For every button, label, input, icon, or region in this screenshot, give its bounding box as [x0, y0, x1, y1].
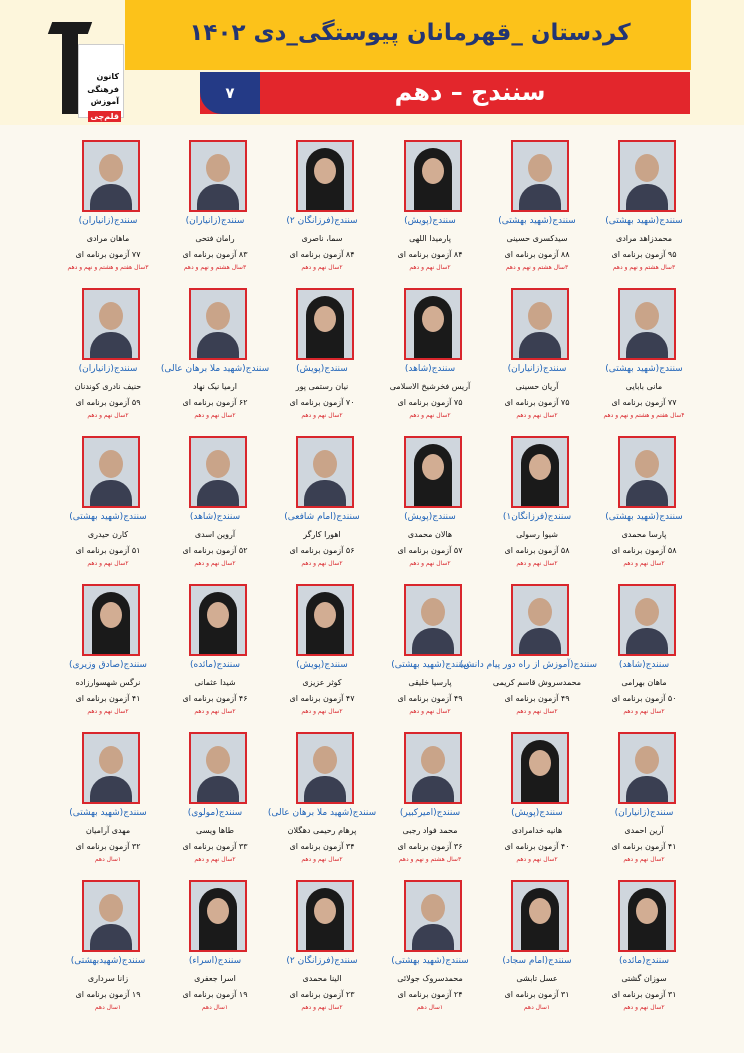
student-score: ۶۲ آزمون برنامه ای — [182, 398, 248, 407]
student-score: ۳۴ آزمون برنامه ای — [289, 842, 355, 851]
student-score: ۵۲ آزمون برنامه ای — [182, 546, 248, 555]
student-grade: ۲سال نهم و دهم — [409, 264, 451, 271]
student-photo — [511, 584, 569, 656]
student-school: سنندج(فرزانگان ۲) — [286, 956, 358, 966]
student-score: ۸۸ آزمون برنامه ای — [504, 250, 570, 259]
student-photo — [511, 140, 569, 212]
student-school: سنندج(شهید بهشتی) — [498, 216, 576, 226]
student-school: سنندج(امام شافعی) — [284, 512, 360, 522]
student-school: سنندج(شهید بهشتی) — [391, 660, 469, 670]
student-grade: ۲سال نهم و دهم — [87, 412, 129, 419]
student-school: سنندج(پویش) — [511, 808, 563, 818]
student-school: سنندج(مائده) — [189, 660, 241, 670]
student-grade: ۳سال هفتم و هشتم و نهم و دهم — [67, 264, 149, 271]
student-grade: ۲سال نهم و دهم — [301, 560, 343, 567]
student-grade: ۲سال نهم و دهم — [516, 560, 558, 567]
student-school: سنندج(شاهد) — [189, 512, 241, 522]
student-score: ۹۵ آزمون برنامه ای — [611, 250, 677, 259]
student-school: سنندج(زانیاران) — [78, 364, 138, 374]
student-photo — [511, 732, 569, 804]
student-name: سیدکسری حسینی — [506, 234, 568, 243]
student-name: آرین احمدی — [624, 826, 664, 835]
student-grade: ۱سال دهم — [94, 856, 122, 863]
student-grade: ۲سال نهم و دهم — [409, 708, 451, 715]
student-name: مانی بابایی — [625, 382, 663, 391]
student-school: سنندج(اسراء) — [188, 956, 242, 966]
student-name: نیان رستمی پور — [295, 382, 349, 391]
student-school: سنندج(شاهد) — [404, 364, 456, 374]
student-name: نرگس شهسوارزاده — [75, 678, 141, 687]
student-name: محمدزاهد مرادی — [615, 234, 673, 243]
student-grade: ۳سال هشتم و نهم و دهم — [505, 264, 569, 271]
student-photo — [296, 584, 354, 656]
student-photo — [404, 732, 462, 804]
student-name: هانیه خدامرادی — [511, 826, 563, 835]
student-name: الینا محمدی — [302, 974, 342, 983]
student-grade: ۲سال نهم و دهم — [409, 412, 451, 419]
student-name: محمد فواد رجبی — [402, 826, 458, 835]
student-photo — [404, 288, 462, 360]
student-name: هالان محمدی — [407, 530, 453, 539]
student-photo — [82, 436, 140, 508]
student-photo — [296, 880, 354, 952]
student-grade: ۳سال هشتم و نهم و دهم — [183, 264, 247, 271]
page-number: ۷ — [200, 72, 260, 114]
student-name: ماهان بهرامی — [621, 678, 667, 687]
student-grade: ۲سال نهم و دهم — [301, 264, 343, 271]
student-photo — [82, 880, 140, 952]
student-photo — [618, 288, 676, 360]
student-school: سنندج(صادق وزیری) — [69, 660, 147, 670]
student-score: ۷۰ آزمون برنامه ای — [289, 398, 355, 407]
student-photo — [189, 880, 247, 952]
student-grade: ۴سال هفتم و هشتم و نهم و دهم — [603, 412, 685, 419]
student-name: سوزان گشتی — [621, 974, 667, 983]
student-grade: ۲سال نهم و دهم — [301, 708, 343, 715]
student-score: ۸۳ آزمون برنامه ای — [182, 250, 248, 259]
student-name: آریان حسینی — [515, 382, 559, 391]
student-school: سنندج(شاهد) — [618, 660, 670, 670]
student-photo — [296, 288, 354, 360]
student-grade: ۲سال نهم و دهم — [409, 560, 451, 567]
student-photo — [189, 288, 247, 360]
student-grade: ۲سال نهم و دهم — [623, 708, 665, 715]
student-school: سنندج(امیرکبیر) — [399, 808, 461, 818]
student-grade: ۲سال نهم و دهم — [194, 412, 236, 419]
student-school: سنندج(پویش) — [296, 364, 348, 374]
student-photo — [511, 288, 569, 360]
logo-text-line2: فرهنگی — [87, 85, 119, 94]
student-school: سنندج(شهید بهشتی) — [605, 364, 683, 374]
logo-text-line3: آموزش — [90, 97, 119, 106]
student-grade: ۱سال دهم — [94, 1004, 122, 1011]
student-score: ۳۱ آزمون برنامه ای — [611, 990, 677, 999]
student-photo — [618, 584, 676, 656]
student-name: پارسا محمدی — [621, 530, 667, 539]
student-score: ۵۰ آزمون برنامه ای — [611, 694, 677, 703]
student-school: سنندج(مائده) — [618, 956, 670, 966]
student-name: مهدی آرامیان — [85, 826, 131, 835]
student-photo — [189, 584, 247, 656]
student-score: ۴۹ آزمون برنامه ای — [504, 694, 570, 703]
graduation-cap-icon — [48, 22, 92, 34]
student-photo — [296, 140, 354, 212]
student-grade: ۱سال دهم — [523, 1004, 551, 1011]
student-grade: ۲سال نهم و دهم — [516, 708, 558, 715]
student-school: سنندج(زانیاران) — [185, 216, 245, 226]
student-score: ۵۱ آزمون برنامه ای — [75, 546, 141, 555]
student-school: سنندج(شهیدبهشتی) — [70, 956, 146, 966]
student-grade: ۲سال نهم و دهم — [623, 856, 665, 863]
student-grade: ۳سال هشتم و نهم و دهم — [398, 856, 462, 863]
student-grade: ۱سال دهم — [201, 1004, 229, 1011]
student-score: ۷۷ آزمون برنامه ای — [611, 398, 677, 407]
student-grade: ۲سال نهم و دهم — [194, 560, 236, 567]
student-score: ۳۲ آزمون برنامه ای — [75, 842, 141, 851]
student-name: ارمیا نیک نهاد — [192, 382, 238, 391]
student-school: سنندج(مولوی) — [187, 808, 243, 818]
student-name: پارسیا خلیقی — [408, 678, 452, 687]
student-school: سنندج(پویش) — [296, 660, 348, 670]
student-score: ۸۴ آزمون برنامه ای — [289, 250, 355, 259]
student-school: سنندج(پویش) — [404, 216, 456, 226]
student-photo — [511, 880, 569, 952]
student-name: حنیف نادری کوندنان — [74, 382, 142, 391]
student-name: محمدسروک جولائی — [397, 974, 463, 983]
student-score: ۵۹ آزمون برنامه ای — [75, 398, 141, 407]
student-name: اهورا کارگر — [303, 530, 341, 539]
student-score: ۳۶ آزمون برنامه ای — [397, 842, 463, 851]
student-name: رامان فتحی — [195, 234, 235, 243]
page-title: کردستان _قهرمانان پیوستگی_دی ۱۴۰۲ — [189, 20, 631, 46]
logo-text-line1: کانون — [96, 72, 119, 81]
student-photo — [189, 732, 247, 804]
student-score: ۴۹ آزمون برنامه ای — [397, 694, 463, 703]
student-photo — [82, 732, 140, 804]
student-grade: ۳سال هشتم و نهم و دهم — [612, 264, 676, 271]
student-name: عسل تابشی — [516, 974, 558, 983]
student-photo — [511, 436, 569, 508]
student-score: ۷۷ آزمون برنامه ای — [75, 250, 141, 259]
student-grade: ۲سال نهم و دهم — [87, 560, 129, 567]
student-name: طاها ویسی — [196, 826, 234, 835]
student-photo — [404, 584, 462, 656]
kanoon-logo — [48, 20, 123, 121]
student-grade: ۲سال نهم و دهم — [516, 412, 558, 419]
student-score: ۱۹ آزمون برنامه ای — [75, 990, 141, 999]
student-score: ۳۳ آزمون برنامه ای — [182, 842, 248, 851]
student-school: سنندج(امام سجاد) — [502, 956, 572, 966]
student-name: زانا سرداری — [87, 974, 129, 983]
student-score: ۴۱ آزمون برنامه ای — [611, 842, 677, 851]
student-school: سنندج(شهید ملا برهان عالی) — [160, 364, 270, 374]
student-school: سنندج(شهید بهشتی) — [69, 808, 147, 818]
student-score: ۴۱ آزمون برنامه ای — [75, 694, 141, 703]
student-photo — [296, 436, 354, 508]
student-school: سنندج(فرزانگان۱) — [502, 512, 572, 522]
student-photo — [82, 288, 140, 360]
student-photo — [404, 140, 462, 212]
student-grade: ۲سال نهم و دهم — [623, 560, 665, 567]
student-grade: ۲سال نهم و دهم — [194, 708, 236, 715]
student-score: ۴۶ آزمون برنامه ای — [182, 694, 248, 703]
student-grade: ۲سال نهم و دهم — [516, 856, 558, 863]
student-photo — [618, 140, 676, 212]
student-school: سنندج(شهید بهشتی) — [391, 956, 469, 966]
logo-figure-icon — [62, 32, 78, 114]
student-name: پرهام رحیمی دهگلان — [287, 826, 357, 835]
student-name: کوثر عزیزی — [302, 678, 342, 687]
student-name: کارن حیدری — [87, 530, 129, 539]
student-score: ۸۴ آزمون برنامه ای — [397, 250, 463, 259]
student-grade: ۲سال نهم و دهم — [194, 856, 236, 863]
page-subtitle: سنندج – دهم — [394, 78, 546, 106]
student-score: ۲۴ آزمون برنامه ای — [397, 990, 463, 999]
student-score: ۷۵ آزمون برنامه ای — [397, 398, 463, 407]
student-grade: ۲سال نهم و دهم — [301, 1004, 343, 1011]
student-name: محمدسروش قاسم کریمی — [492, 678, 582, 687]
student-photo — [82, 140, 140, 212]
student-score: ۷۵ آزمون برنامه ای — [504, 398, 570, 407]
student-school: سنندج(شهید بهشتی) — [605, 216, 683, 226]
student-grade: ۲سال نهم و دهم — [87, 708, 129, 715]
student-name: سما، ناصری — [301, 234, 343, 243]
student-school: سنندج(زانیاران) — [507, 364, 567, 374]
logo-text-line4: قلم‌چی — [90, 112, 119, 121]
student-school: سنندج(پویش) — [404, 512, 456, 522]
student-grade: ۲سال نهم و دهم — [623, 1004, 665, 1011]
student-photo — [618, 436, 676, 508]
student-school: سنندج(زانیاران) — [78, 216, 138, 226]
student-school: سنندج(شهید بهشتی) — [605, 512, 683, 522]
student-photo — [404, 436, 462, 508]
student-grade: ۲سال نهم و دهم — [301, 856, 343, 863]
student-score: ۲۳ آزمون برنامه ای — [289, 990, 355, 999]
student-score: ۵۷ آزمون برنامه ای — [397, 546, 463, 555]
student-name: پارمیدا اللهی — [409, 234, 451, 243]
student-score: ۵۸ آزمون برنامه ای — [611, 546, 677, 555]
student-photo — [189, 436, 247, 508]
student-school: سنندج(فرزانگان ۲) — [286, 216, 358, 226]
student-school: سنندج(شهید بهشتی) — [69, 512, 147, 522]
student-name: اسرا جعفری — [194, 974, 236, 983]
logo-flag — [78, 44, 124, 121]
student-photo — [618, 880, 676, 952]
student-grade: ۲سال نهم و دهم — [301, 412, 343, 419]
student-photo — [189, 140, 247, 212]
student-photo — [82, 584, 140, 656]
student-score: ۱۹ آزمون برنامه ای — [182, 990, 248, 999]
student-school: سنندج(شهید ملا برهان عالی) — [267, 808, 377, 818]
student-name: شیدا عثمانی — [194, 678, 236, 687]
student-photo — [404, 880, 462, 952]
student-name: آروین اسدی — [194, 530, 236, 539]
student-school: سنندج(آموزش از راه دور پیام دانش) — [459, 660, 597, 670]
student-name: آریس فخرشیخ الاسلامی — [389, 382, 471, 391]
student-score: ۵۸ آزمون برنامه ای — [504, 546, 570, 555]
student-photo — [296, 732, 354, 804]
student-photo — [618, 732, 676, 804]
student-score: ۴۰ آزمون برنامه ای — [504, 842, 570, 851]
student-name: ماهان مرادی — [86, 234, 130, 243]
student-score: ۴۷ آزمون برنامه ای — [289, 694, 355, 703]
student-school: سنندج(زانیاران) — [614, 808, 674, 818]
student-grade: ۱سال دهم — [416, 1004, 444, 1011]
student-score: ۵۶ آزمون برنامه ای — [289, 546, 355, 555]
student-score: ۳۱ آزمون برنامه ای — [504, 990, 570, 999]
student-name: شیوا رسولی — [516, 530, 558, 539]
